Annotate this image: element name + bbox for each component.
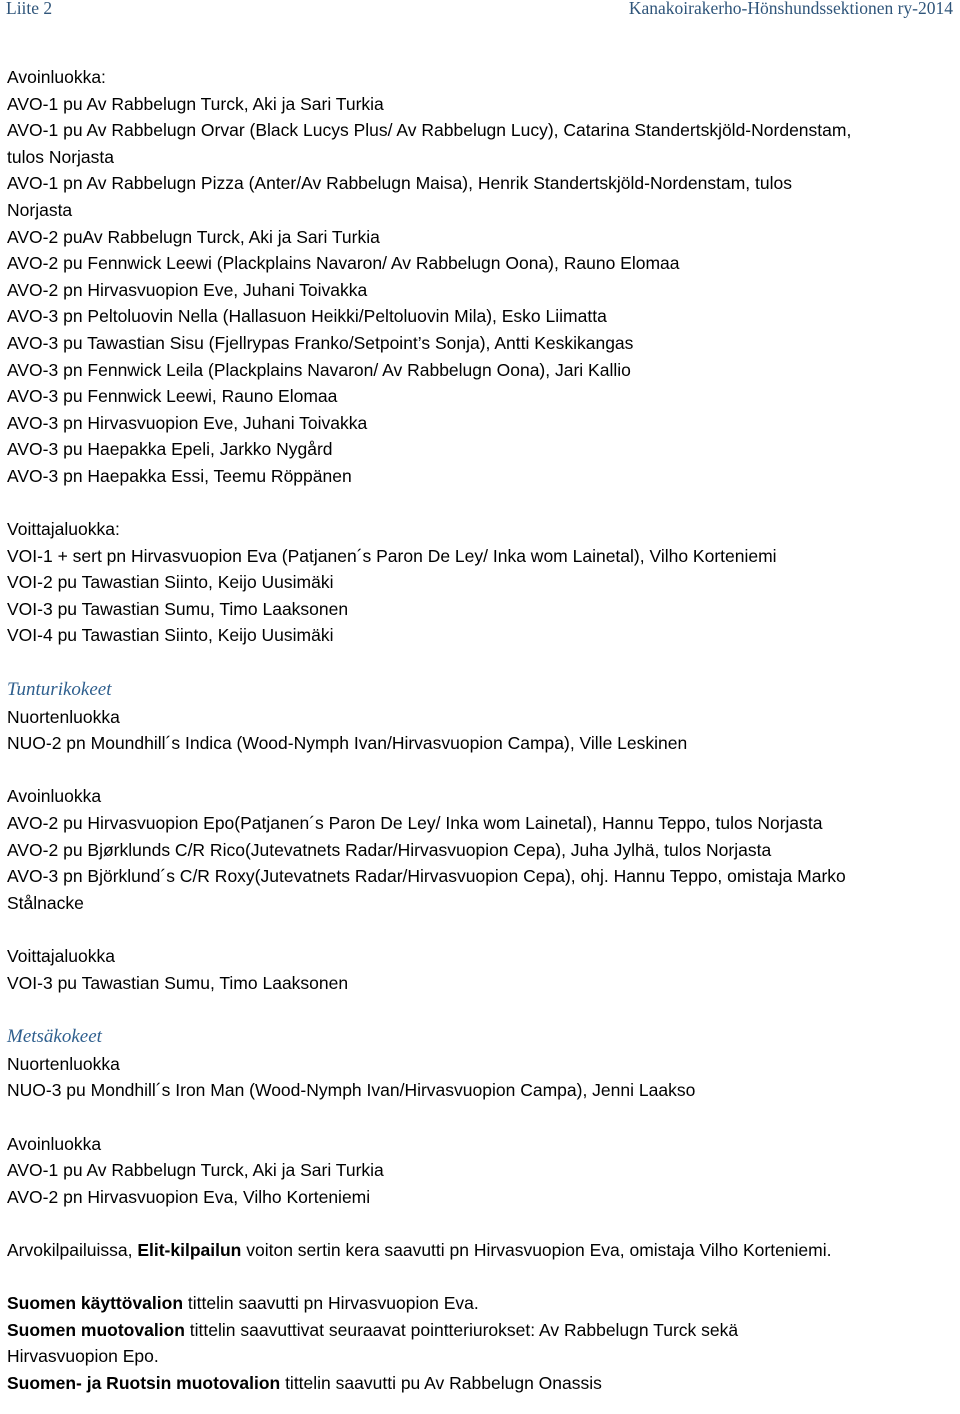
metsa-avoinluokka-results: [7, 1157, 957, 1210]
arvokilpailu-bold: Elit-kilpailun: [137, 1239, 242, 1260]
result-line: AVO-1 pu Av Rabbelugn Orvar (Black Lucys Plus/ Av Rabbelugn Lucy), Catarina Standertskjöld-Nordenstam,: [7, 120, 852, 141]
result-line: Norjasta: [7, 199, 73, 220]
result-line: AVO-2 pn Hirvasvuopion Eve, Juhani Toivakka: [7, 279, 368, 300]
result-line: Stålnacke: [7, 892, 84, 913]
arvokilpailu-pre: Arvokilpailuissa,: [7, 1239, 138, 1260]
muotovalio-note-continued: Hirvasvuopion Epo.: [7, 1346, 159, 1367]
result-line: VOI-1 + sert pn Hirvasvuopion Eva (Patjanen´s Paron De Ley/ Inka wom Lainetal), Vilho Korteniemi: [7, 545, 777, 566]
result-line: AVO-2 pu Hirvasvuopion Epo(Patjanen´s Paron De Ley/ Inka wom Lainetal), Hannu Teppo, tulos Norjasta: [7, 813, 823, 834]
metsa-nuortenluokka-results: [7, 1077, 957, 1104]
result-line: NUO-3 pu Mondhill´s Iron Man (Wood-Nymph Ivan/Hirvasvuopion Campa), Jenni Laakso: [7, 1080, 696, 1101]
muotovalio-note: [7, 1317, 957, 1344]
result-line: VOI-2 pu Tawastian Siinto, Keijo Uusimäki: [7, 572, 334, 593]
kayttovalio-post: tittelin saavutti pn Hirvasvuopion Eva.: [183, 1293, 479, 1314]
result-line: AVO-3 pn Peltoluovin Nella (Hallasuon Heikki/Peltoluovin Mila), Esko Liimatta: [7, 306, 607, 327]
muotovalio-bold: Suomen muotovalion: [7, 1319, 185, 1340]
avoinluokka-heading: Avoinluokka:: [7, 67, 106, 87]
result-line: AVO-2 pu Fennwick Leewi (Plackplains Navaron/ Av Rabbelugn Oona), Rauno Elomaa: [7, 253, 680, 274]
result-line: tulos Norjasta: [7, 146, 114, 167]
tunturi-nuortenluokka-results: [7, 730, 957, 757]
tunturi-avoinluokka-heading: Avoinluokka: [7, 786, 102, 807]
result-line: AVO-3 pn Björklund´s C/R Roxy(Jutevatnets Radar/Hirvasvuopion Cepa), ohj. Hannu Teppo, omistaja Marko: [7, 866, 846, 887]
result-line: VOI-3 pu Tawastian Sumu, Timo Laaksonen: [7, 598, 349, 619]
metsa-avoinluokka-heading: Avoinluokka: [7, 1133, 102, 1154]
kayttovalio-bold: Suomen käyttövalion: [7, 1293, 184, 1314]
result-line: NUO-2 pn Moundhill´s Indica (Wood-Nymph Ivan/Hirvasvuopion Campa), Ville Leskinen: [7, 733, 688, 754]
result-line: AVO-3 pu Haepakka Epeli, Jarkko Nygård: [7, 439, 333, 460]
ruotsi-muotovalio-note: [7, 1370, 957, 1397]
kayttovalio-note: [7, 1290, 957, 1317]
organization-year: Kanakoirakerho-Hönshundssektionen ry-2014: [628, 0, 953, 18]
tunturi-avoinluokka-results: [7, 810, 957, 916]
result-line: AVO-3 pn Fennwick Leila (Plackplains Navaron/ Av Rabbelugn Oona), Jari Kallio: [7, 359, 631, 380]
voittajaluokka-heading: Voittajaluokka:: [7, 519, 120, 540]
result-line: AVO-1 pu Av Rabbelugn Turck, Aki ja Sari Turkia: [7, 93, 384, 114]
result-line: AVO-3 pn Haepakka Essi, Teemu Röppänen: [7, 465, 352, 486]
tunturi-voittajaluokka-results: [7, 970, 957, 997]
result-line: AVO-1 pn Av Rabbelugn Pizza (Anter/Av Rabbelugn Maisa), Henrik Standertskjöld-Nordenstam, tulos: [7, 173, 792, 194]
muotovalio-post: tittelin saavuttivat seuraavat pointteriurokset: Av Rabbelugn Turck sekä: [184, 1319, 739, 1340]
result-line: AVO-3 pn Hirvasvuopion Eve, Juhani Toivakka: [7, 412, 368, 433]
result-line: VOI-3 pu Tawastian Sumu, Timo Laaksonen: [7, 972, 349, 993]
metsa-nuortenluokka-heading: Nuortenluokka: [7, 1053, 120, 1074]
result-line: AVO-2 pu Bjørklunds C/R Rico(Jutevatnets Radar/Hirvasvuopion Cepa), Juha Jylhä, tulos Norjasta: [7, 839, 772, 860]
result-line: VOI-4 pu Tawastian Siinto, Keijo Uusimäki: [7, 625, 334, 646]
result-line: AVO-1 pu Av Rabbelugn Turck, Aki ja Sari Turkia: [7, 1160, 384, 1181]
metsakokeet-title: Metsäkokeet: [7, 1025, 102, 1047]
result-line: AVO-3 pu Fennwick Leewi, Rauno Elomaa: [7, 386, 338, 407]
arvokilpailu-note: [7, 1237, 957, 1264]
result-line: AVO-2 pn Hirvasvuopion Eva, Vilho Korteniemi: [7, 1186, 371, 1207]
voittajaluokka-results: [7, 543, 957, 649]
ruotsi-muotovalio-bold: Suomen- ja Ruotsin muotovalion: [7, 1372, 281, 1393]
result-line: AVO-3 pu Tawastian Sisu (Fjellrypas Franko/Setpoint’s Sonja), Antti Keskikangas: [7, 332, 634, 353]
ruotsi-muotovalio-post: tittelin saavutti pu Av Rabbelugn Onassis: [280, 1372, 602, 1393]
tunturi-voittajaluokka-heading: Voittajaluokka: [7, 946, 115, 966]
result-line: AVO-2 puAv Rabbelugn Turck, Aki ja Sari Turkia: [7, 226, 380, 247]
tunturi-nuortenluokka-heading: Nuortenluokka: [7, 706, 120, 727]
avoinluokka-results: [7, 91, 957, 490]
arvokilpailu-post: voiton sertin kera saavutti pn Hirvasvuopion Eva, omistaja Vilho Korteniemi.: [241, 1239, 832, 1260]
page-header: [0, 0, 960, 20]
document-body: [7, 64, 957, 1397]
tunturikokeet-title: Tunturikokeet: [7, 678, 112, 700]
appendix-label: Liite 2: [6, 0, 53, 18]
